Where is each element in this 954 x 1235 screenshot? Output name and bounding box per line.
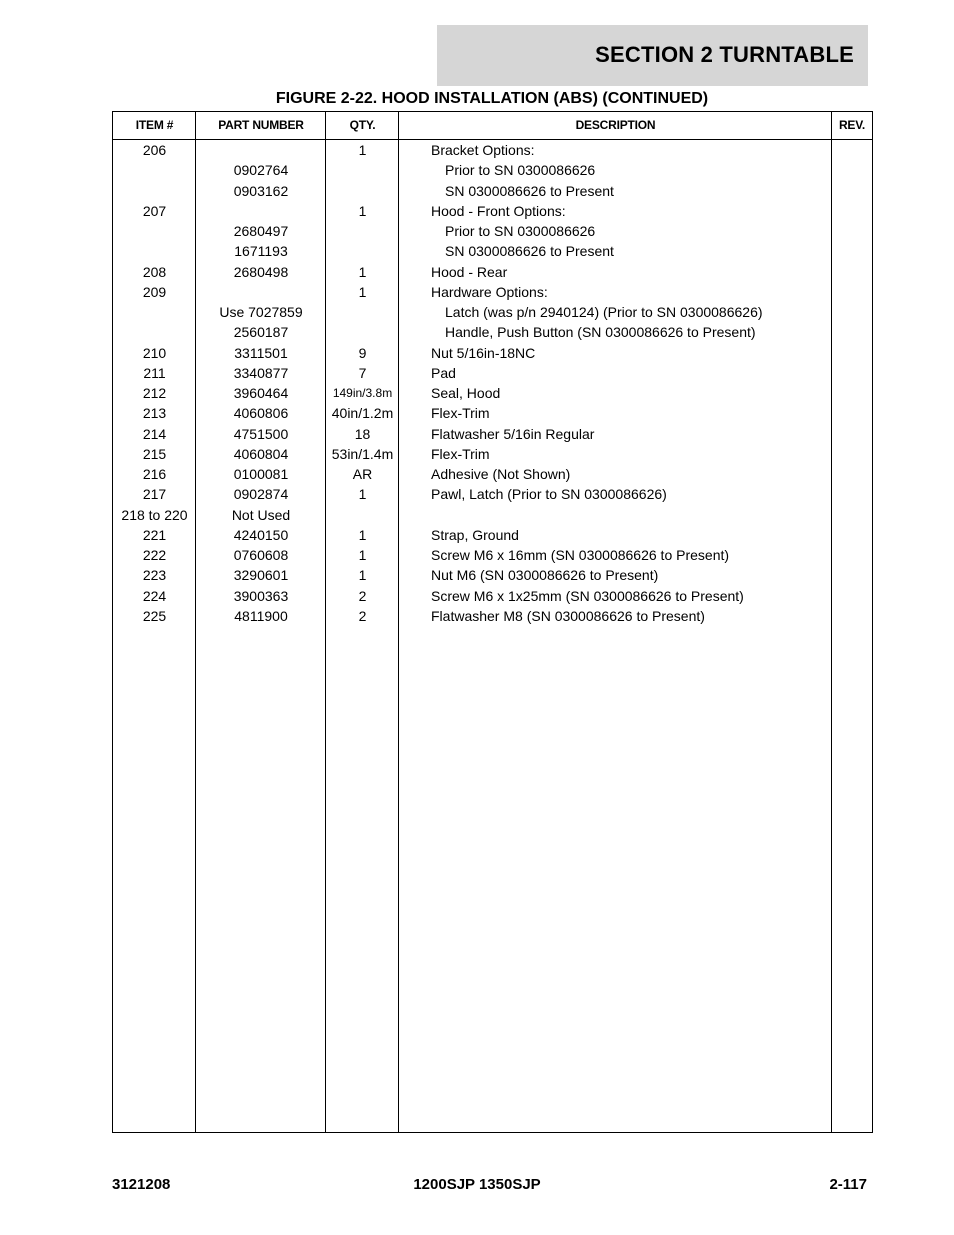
cell-part-number — [196, 282, 326, 302]
header-part-number: PART NUMBER — [218, 118, 304, 132]
table-row — [113, 383, 872, 403]
cell-qty: 1 — [358, 526, 367, 543]
cell-part-number: 2680497 — [233, 223, 289, 239]
cell-item: 222 — [142, 547, 167, 563]
header-description: DESCRIPTION — [575, 118, 656, 132]
table-row — [113, 606, 872, 626]
cell-item: 212 — [142, 385, 167, 401]
table-row — [113, 140, 872, 160]
cell-qty: 40in/1.2m — [331, 405, 394, 422]
table-row — [113, 201, 872, 221]
cell-qty: 149in/3.8m — [332, 386, 393, 400]
header-rev: REV. — [838, 118, 866, 132]
cell-qty: 9 — [358, 344, 367, 361]
cell-qty — [326, 160, 399, 180]
cell-part-number: 3311501 — [234, 344, 288, 361]
cell-part-number: 4060804 — [233, 445, 289, 462]
cell-part-number: 2680498 — [233, 263, 289, 280]
cell-qty: 2 — [358, 607, 367, 624]
cell-description: Adhesive (Not Shown) — [431, 466, 571, 482]
cell-part-number: 3960464 — [233, 385, 289, 401]
cell-description: Pad — [431, 364, 456, 381]
cell-part-number: 2560187 — [233, 324, 289, 341]
cell-description: Flatwasher M8 (SN 0300086626 to Present) — [431, 607, 705, 624]
cell-item — [113, 322, 196, 342]
footer-model: 1200SJP 1350SJP — [413, 1176, 541, 1193]
table-row — [113, 181, 872, 201]
section-title: SECTION 2 TURNTABLE — [595, 42, 854, 67]
cell-item: 213 — [142, 405, 167, 422]
table-row — [113, 505, 872, 525]
figure-title: FIGURE 2-22. HOOD INSTALLATION (ABS) (CONTINUED) — [275, 90, 709, 107]
cell-part-number: 0760608 — [233, 547, 289, 563]
cell-item: 217 — [142, 486, 167, 503]
table-row — [113, 262, 872, 282]
cell-item: 214 — [142, 425, 167, 442]
cell-part-number: 3900363 — [233, 587, 289, 604]
cell-item: 223 — [142, 567, 167, 584]
cell-qty — [326, 221, 399, 241]
cell-qty — [326, 241, 399, 261]
table-row — [113, 343, 872, 363]
cell-qty: 7 — [358, 364, 367, 381]
cell-description: SN 0300086626 to Present — [445, 182, 614, 199]
cell-part-number: 3290601 — [233, 567, 289, 584]
cell-part-number — [196, 201, 326, 221]
header-item: ITEM # — [135, 118, 174, 132]
cell-description: Flex-Trim — [431, 405, 490, 422]
cell-item — [113, 302, 196, 322]
cell-description: Handle, Push Button (SN 0300086626 to Present) — [445, 324, 756, 341]
cell-description: Seal, Hood — [431, 385, 501, 401]
cell-qty: 1 — [358, 142, 367, 158]
cell-description: Hardware Options: — [431, 283, 548, 300]
cell-qty: 1 — [358, 263, 367, 280]
cell-description: Latch (was p/n 2940124) (Prior to SN 0300086626) — [445, 304, 763, 320]
cell-qty — [326, 302, 399, 322]
cell-qty: 1 — [358, 547, 367, 563]
table-row — [113, 160, 872, 180]
cell-part-number: 0902874 — [233, 486, 289, 503]
cell-qty: 53in/1.4m — [331, 445, 394, 462]
cell-qty — [326, 181, 399, 201]
table-row — [113, 221, 872, 241]
cell-description: Nut M6 (SN 0300086626 to Present) — [431, 567, 659, 584]
cell-part-number: Not Used — [231, 506, 291, 523]
cell-description: Hood - Front Options: — [431, 202, 566, 219]
cell-item: 221 — [142, 526, 167, 543]
table-row — [113, 586, 872, 606]
cell-description: Pawl, Latch (Prior to SN 0300086626) — [431, 486, 667, 503]
cell-description: Prior to SN 0300086626 — [445, 223, 596, 239]
cell-item: 224 — [142, 587, 167, 604]
cell-item: 211 — [143, 364, 166, 381]
cell-description: Screw M6 x 16mm (SN 0300086626 to Present) — [431, 547, 730, 563]
section-header — [437, 25, 868, 86]
cell-part-number: Use 7027859 — [219, 304, 303, 320]
cell-item — [113, 241, 196, 261]
table-row — [113, 545, 872, 565]
cell-description: Flatwasher 5/16in Regular — [431, 425, 595, 442]
cell-description: Prior to SN 0300086626 — [445, 162, 596, 179]
cell-item — [113, 160, 196, 180]
cell-description: Strap, Ground — [431, 526, 519, 543]
cell-item: 209 — [142, 283, 167, 300]
cell-part-number — [196, 140, 326, 160]
header-qty: QTY. — [349, 118, 376, 132]
cell-item: 208 — [142, 263, 167, 280]
table-row — [113, 484, 872, 504]
cell-part-number: 3340877 — [233, 364, 289, 381]
cell-qty: 1 — [358, 486, 367, 503]
cell-item: 210 — [142, 344, 167, 361]
cell-qty: 1 — [358, 283, 367, 300]
table-row — [113, 464, 872, 484]
table-row — [113, 403, 872, 423]
cell-description: Screw M6 x 1x25mm (SN 0300086626 to Present) — [431, 587, 744, 604]
table-row — [113, 525, 872, 545]
cell-part-number: 0903162 — [233, 182, 289, 199]
table-row — [113, 322, 872, 342]
cell-qty: 2 — [358, 587, 367, 604]
cell-item: 225 — [142, 607, 167, 624]
table-row — [113, 241, 872, 261]
table-row — [113, 444, 872, 464]
cell-item — [113, 221, 196, 241]
cell-qty — [326, 322, 399, 342]
footer-doc-number: 3121208 — [112, 1176, 171, 1193]
cell-qty: 1 — [358, 567, 367, 584]
table-row — [113, 302, 872, 322]
table-row — [113, 565, 872, 585]
cell-item: 218 to 220 — [121, 506, 188, 523]
cell-description: Bracket Options: — [431, 142, 535, 158]
table-row — [113, 363, 872, 383]
cell-part-number: 4240150 — [233, 526, 289, 543]
cell-part-number: 4060806 — [233, 405, 289, 422]
cell-description: Nut 5/16in-18NC — [431, 344, 536, 361]
cell-description: Flex-Trim — [431, 445, 490, 462]
cell-description: Hood - Rear — [431, 263, 508, 280]
cell-part-number: 4751500 — [233, 425, 289, 442]
cell-description — [431, 505, 831, 525]
cell-item: 206 — [142, 142, 167, 158]
cell-item: 216 — [142, 466, 167, 482]
table-row — [113, 424, 872, 444]
cell-part-number: 4811900 — [234, 607, 288, 624]
cell-part-number: 0100081 — [233, 466, 289, 482]
cell-qty: 18 — [354, 425, 371, 442]
cell-qty — [326, 505, 399, 525]
cell-part-number: 1671193 — [234, 243, 288, 260]
cell-item: 207 — [142, 202, 167, 219]
cell-item — [113, 181, 196, 201]
cell-item: 215 — [142, 445, 167, 462]
cell-part-number: 0902764 — [233, 162, 289, 179]
parts-table — [112, 111, 873, 1133]
cell-description: SN 0300086626 to Present — [445, 243, 614, 260]
table-body — [113, 140, 872, 626]
footer-page-number: 2-117 — [829, 1176, 867, 1193]
table-row — [113, 282, 872, 302]
cell-qty: 1 — [358, 202, 367, 219]
cell-qty: AR — [352, 466, 373, 482]
